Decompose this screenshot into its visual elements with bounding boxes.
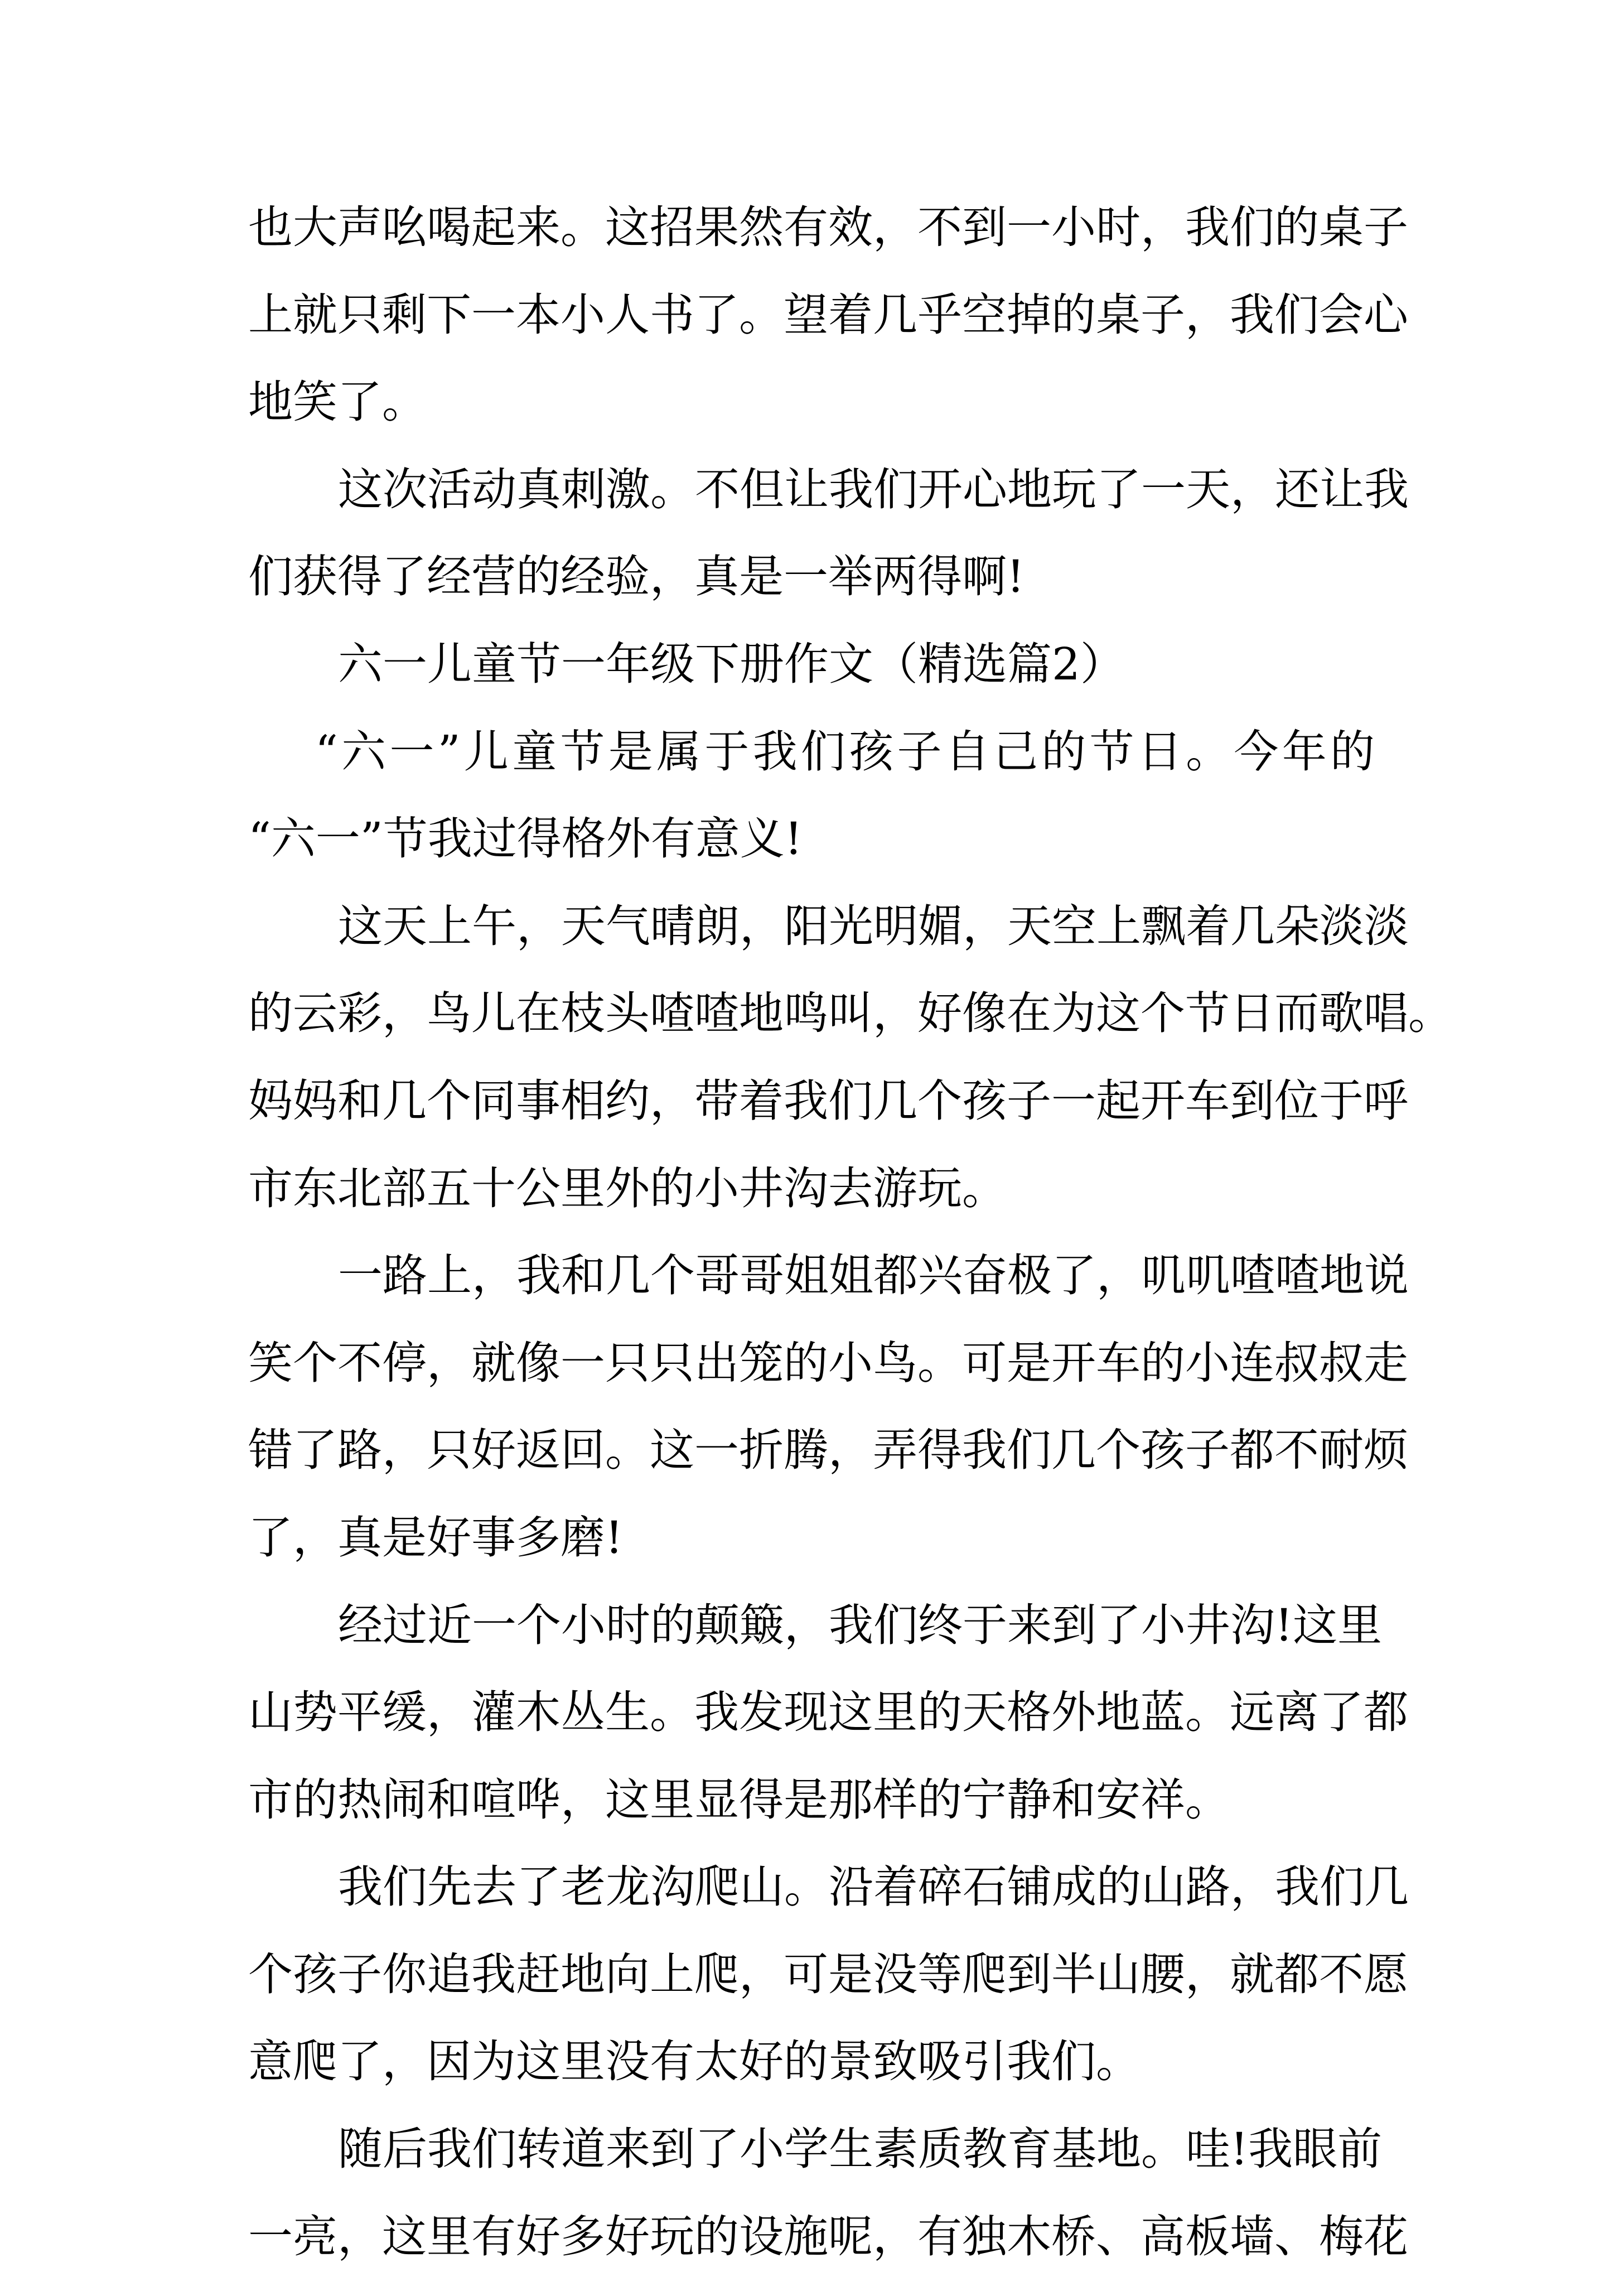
- section-heading: 六一儿童节一年级下册作文（精选篇2）: [338, 638, 1125, 690]
- text-line: 个孩子你追我赶地向上爬，可是没等爬到半山腰，就都不愿: [248, 1948, 1408, 2000]
- paragraph-first-line: “六一”儿童节是属于我们孩子自己的节日。今年的: [315, 725, 1375, 778]
- paragraph-first-line: 随后我们转道来到了小学生素质教育基地。哇!我眼前: [338, 2123, 1383, 2176]
- paragraph-first-line: 这次活动真刺激。不但让我们开心地玩了一天，还让我: [338, 463, 1409, 515]
- paragraph-first-line: 经过近一个小时的颠簸，我们终于来到了小井沟!这里: [338, 1599, 1383, 1651]
- text-line: 一亮，这里有好多好玩的设施呢，有独木桥、高板墙、梅花: [248, 2210, 1408, 2263]
- text-line: 意爬了，因为这里没有太好的景致吸引我们。: [248, 2035, 1141, 2088]
- text-line: 了，真是好事多磨!: [248, 1511, 624, 1564]
- text-line: 市的热闹和喧哗，这里显得是那样的宁静和安祥。: [248, 1773, 1230, 1826]
- text-line: 错了路，只好返回。这一折腾，弄得我们几个孩子都不耐烦: [248, 1424, 1408, 1477]
- document-body: [248, 200, 1453, 2296]
- paragraph-first-line: 我们先去了老龙沟爬山。沿着碎石铺成的山路，我们几: [338, 1861, 1409, 1913]
- text-line: 妈妈和几个同事相约，带着我们几个孩子一起开车到位于呼: [248, 1074, 1408, 1127]
- paragraph-first-line: 一路上，我和几个哥哥姐姐都兴奋极了，叽叽喳喳地说: [338, 1250, 1409, 1302]
- paragraph-first-line: 这天上午，天气晴朗，阳光明媚，天空上飘着几朵淡淡: [338, 900, 1409, 952]
- text-line: 的云彩，鸟儿在枝头喳喳地鸣叫，好像在为这个节日而歌唱。: [248, 987, 1453, 1040]
- text-line: “六一”节我过得格外有意义!: [248, 813, 803, 865]
- text-line: 山势平缓，灌木丛生。我发现这里的天格外地蓝。远离了都: [248, 1686, 1408, 1739]
- text-line: 也大声吆喝起来。这招果然有效，不到一小时，我们的桌子: [248, 201, 1408, 253]
- text-line: 笑个不停，就像一只只出笼的小鸟。可是开车的小连叔叔走: [248, 1337, 1408, 1389]
- text-line: 地笑了。: [248, 376, 427, 428]
- text-line: 市东北部五十公里外的小井沟去游玩。: [248, 1162, 1007, 1214]
- text-line: 们获得了经营的经验，真是一举两得啊!: [248, 551, 1025, 603]
- text-line: 上就只剩下一本小人书了。望着几乎空掉的桌子，我们会心: [248, 288, 1408, 341]
